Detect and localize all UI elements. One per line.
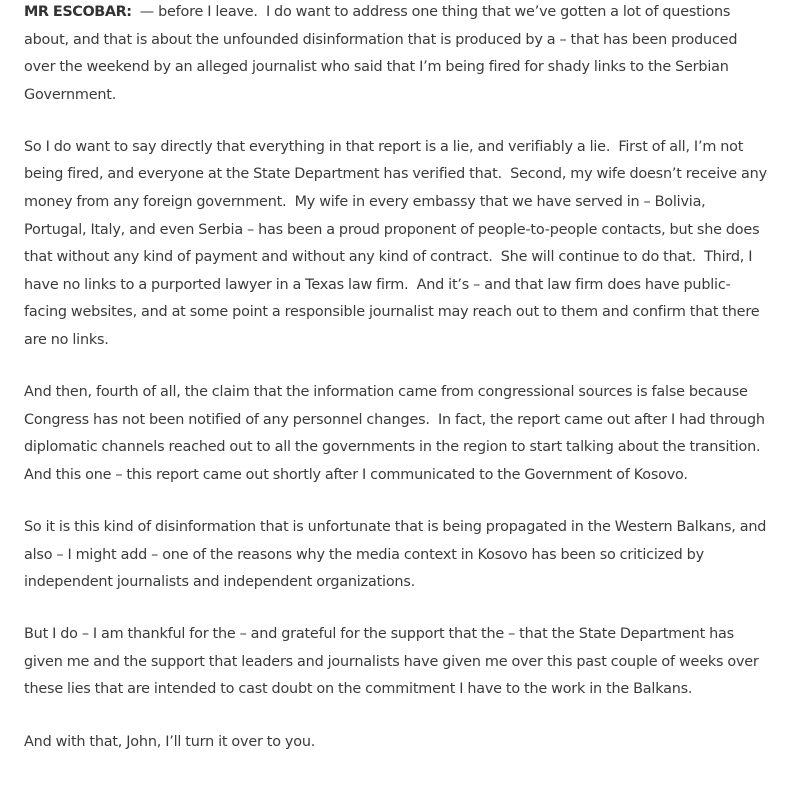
transcript-paragraph-3: And then, fourth of all, the claim that the information came from congressional sources is false because Congress has not been notified of any personnel changes. In fact, the report came out after I had through diplomatic channels reached out to all the governments in the region to start talking about the transition. And this one – this report came out shortly after I communicated to the Government of Kosovo.	[24, 384, 765, 483]
transcript-paragraph-2: So I do want to say directly that everything in that report is a lie, and verifiably a lie. First of all, I’m not being fired, and everyone at the State Department has verified that. Second, my wife doesn’t receive any money from any foreign government. My wife in every embassy that we have served in – Bolivia, Portugal, Italy, and even Serbia – has been a proud proponent of people-to-people contacts, but she does that without any kind of payment and without any kind of contract. She will continue to do that. Third, I have no links to a purported lawyer in a Texas law firm. And it’s – and that law firm does have public-facing websites, and at some point a responsible journalist may reach out to them and confirm that there are no links.	[24, 138, 767, 349]
transcript-paragraph-4: So it is this kind of disinformation that is unfortunate that is being propagated in the Western Balkans, and also – I might add – one of the reasons why the media context in Kosovo has been so criticized by independent journalists and independent organizations.	[24, 519, 767, 591]
speaker-label: MR ESCOBAR:	[24, 4, 132, 20]
transcript-paragraph-6: And with that, John, I’ll turn it over to you.	[24, 733, 316, 750]
paragraph-text: — before I leave. I do want to address one thing that we’ve gotten a lot of questions about, and that is about the unfounded disinformation that is produced by a – that has been produced over the weekend by an alleged journalist who said that I’m being fired for shady links to the Serbian Government.	[24, 4, 738, 103]
transcript-paragraph-5: But I do – I am thankful for the – and grateful for the support that the – that the State Department has given me and the support that leaders and journalists have given me over this past couple of weeks over these lies that are intended to cast doubt on the commitment I have to the work in the Balkans.	[24, 626, 759, 698]
transcript-paragraph-1	[24, 0, 771, 109]
